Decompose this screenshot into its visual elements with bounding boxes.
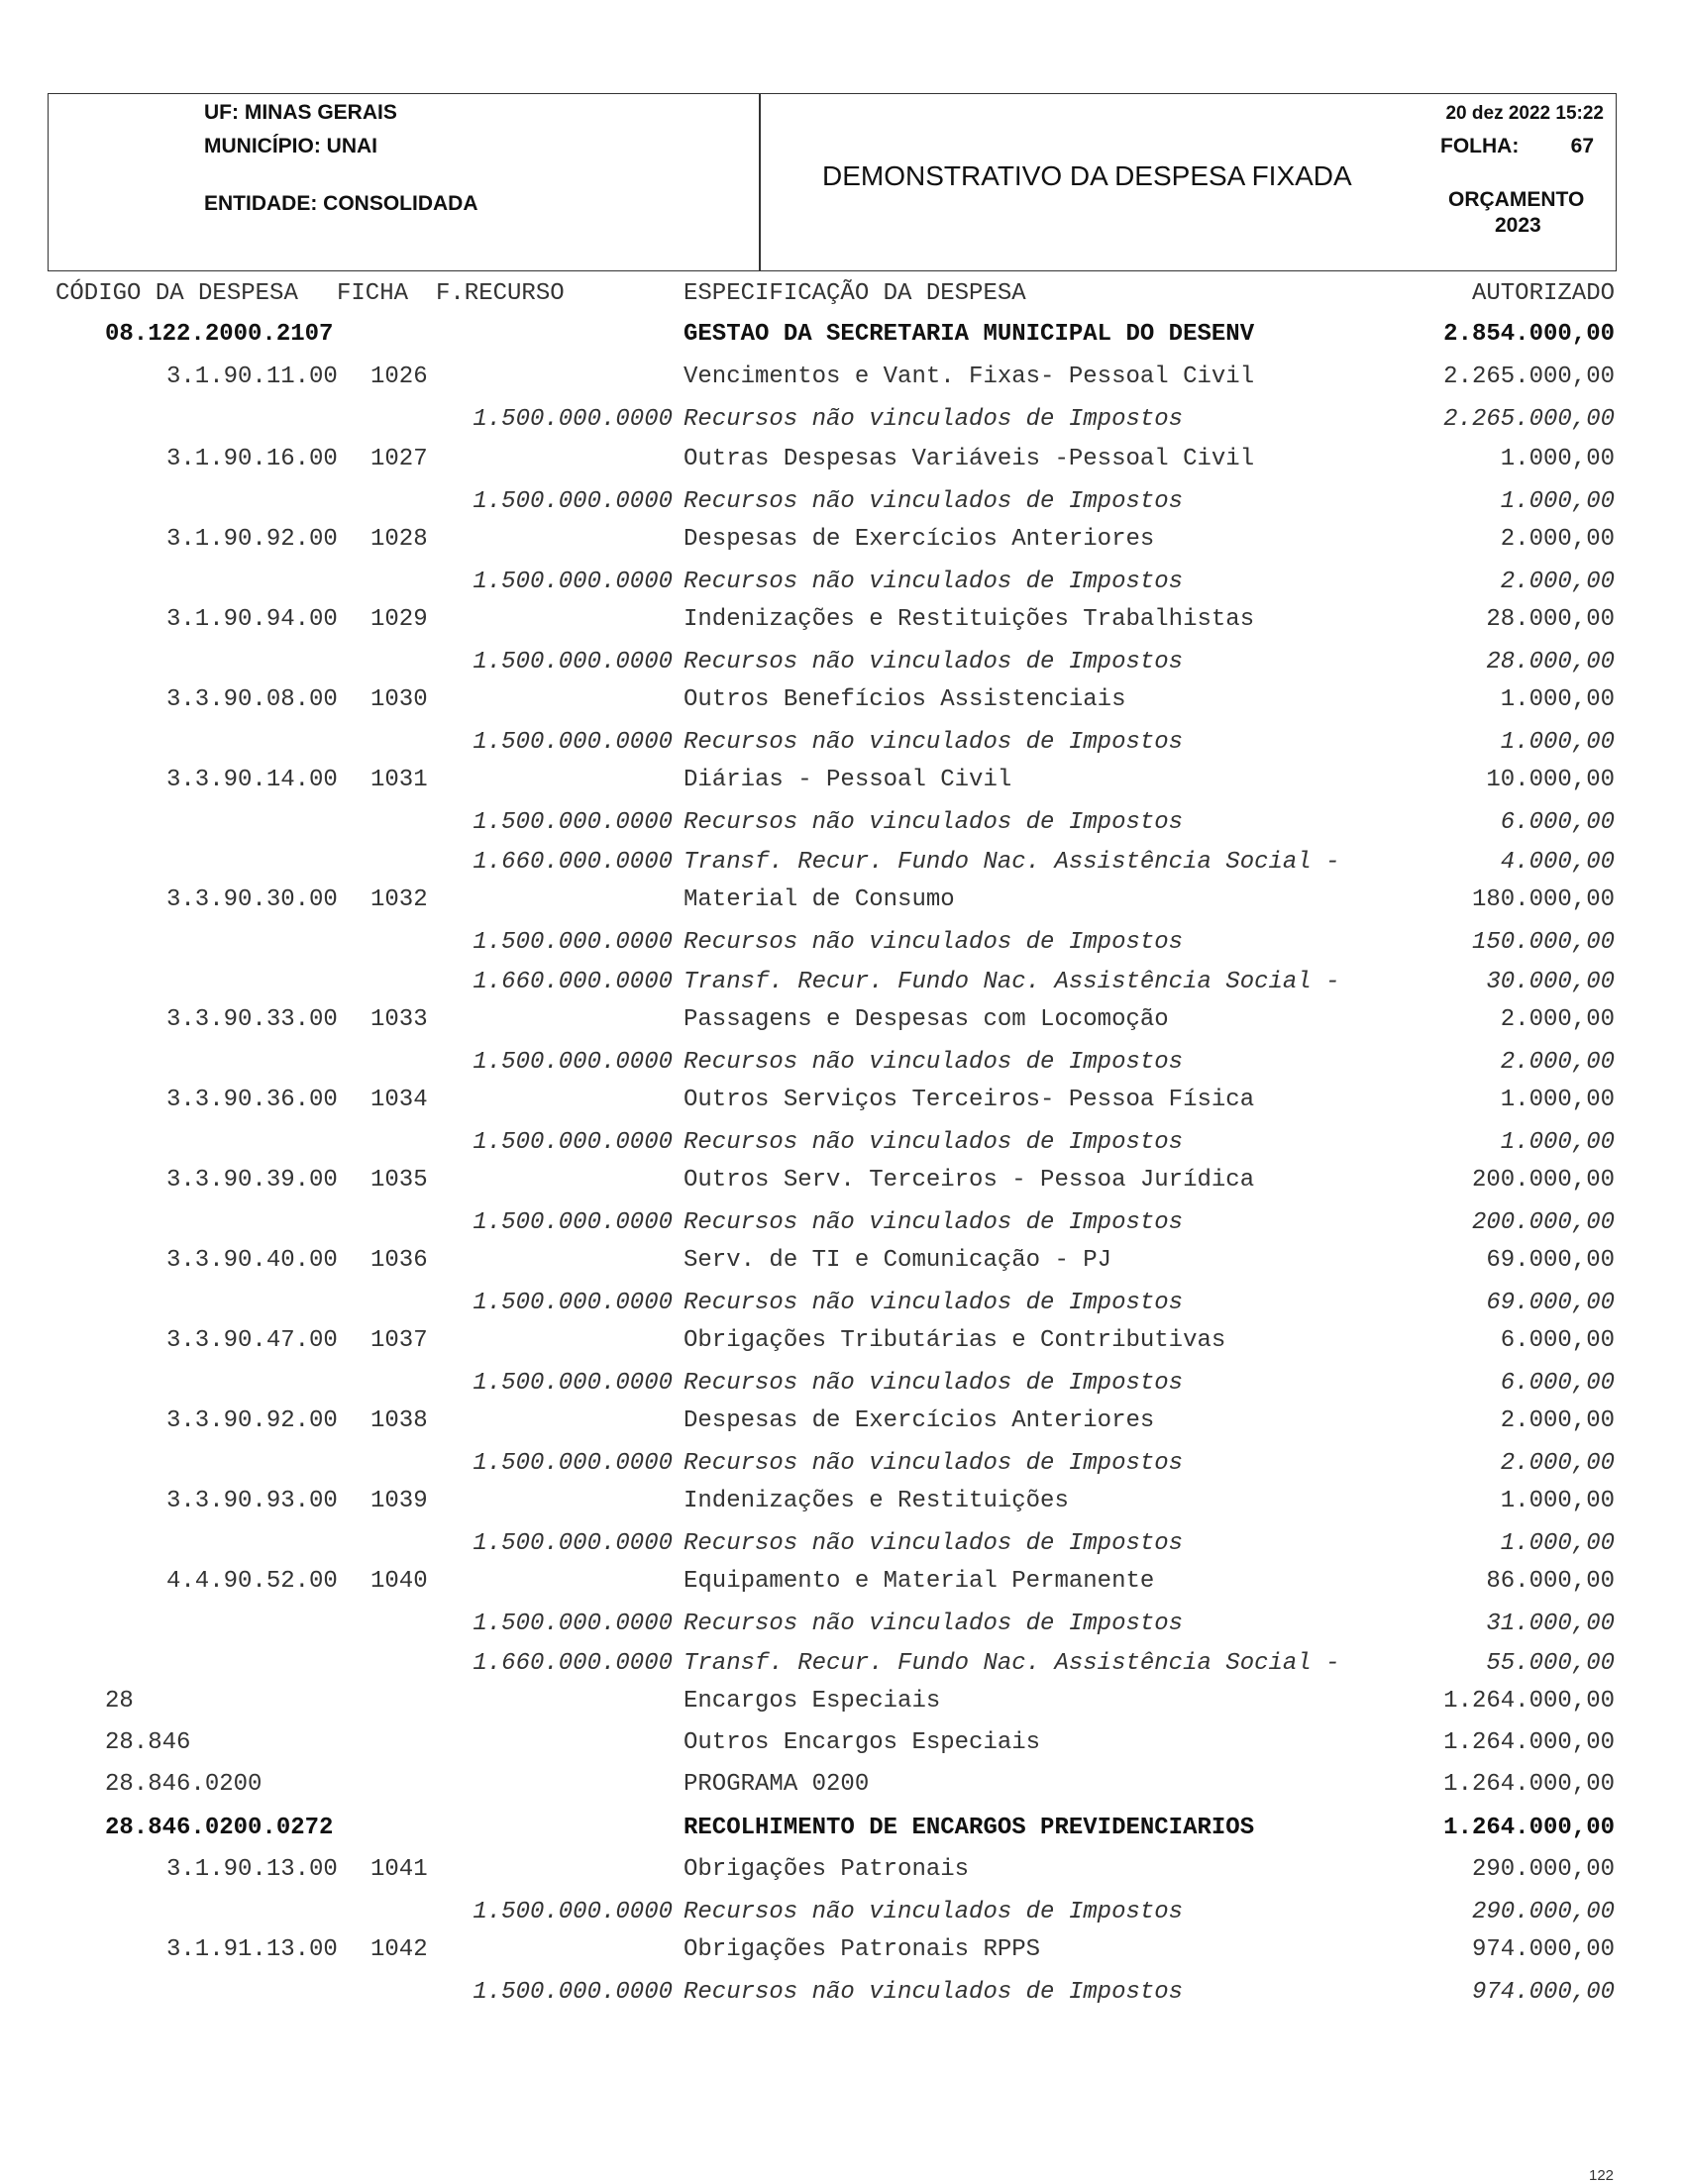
- expense-description: PROGRAMA 0200: [684, 1771, 870, 1798]
- expense-code: 3.3.90.36.00: [166, 1087, 338, 1113]
- ficha-number: 1028: [370, 526, 428, 553]
- authorized-value: 86.000,00: [1486, 1568, 1615, 1595]
- resource-description: Transf. Recur. Fundo Nac. Assistência Social -: [684, 849, 1340, 876]
- table-row: [0, 1688, 1685, 1727]
- resource-code: 1.500.000.0000: [473, 406, 673, 433]
- resource-code: 1.500.000.0000: [473, 1209, 673, 1236]
- page-number: 122: [1589, 2167, 1615, 2184]
- resource-description: Recursos não vinculados de Impostos: [684, 1129, 1184, 1156]
- table-row: [0, 1650, 1685, 1690]
- col-header-codigo: CÓDIGO DA DESPESA: [55, 280, 298, 307]
- resource-code: 1.500.000.0000: [473, 729, 673, 756]
- resource-code: 1.500.000.0000: [473, 1290, 673, 1316]
- resource-value: 31.000,00: [1486, 1611, 1615, 1637]
- table-row: [0, 1407, 1685, 1447]
- resource-description: Recursos não vinculados de Impostos: [684, 488, 1184, 515]
- ficha-number: 1038: [370, 1407, 428, 1434]
- expense-description: Diárias - Pessoal Civil: [684, 767, 1012, 793]
- resource-code: 1.500.000.0000: [473, 1530, 673, 1557]
- expense-description: Passagens e Despesas com Locomoção: [684, 1006, 1169, 1033]
- resource-value: 1.000,00: [1500, 729, 1615, 756]
- orcamento-label: ORÇAMENTO: [1448, 188, 1585, 211]
- resource-code: 1.500.000.0000: [473, 488, 673, 515]
- expense-code: 3.3.90.14.00: [166, 767, 338, 793]
- expense-description: Outros Serv. Terceiros - Pessoa Jurídica: [684, 1167, 1255, 1194]
- authorized-value: 2.854.000,00: [1443, 321, 1615, 348]
- table-row: [0, 969, 1685, 1008]
- resource-description: Recursos não vinculados de Impostos: [684, 569, 1184, 595]
- expense-description: Despesas de Exercícios Anteriores: [684, 1407, 1155, 1434]
- authorized-value: 6.000,00: [1500, 1327, 1615, 1354]
- resource-value: 150.000,00: [1471, 929, 1615, 956]
- ficha-number: 1027: [370, 446, 428, 472]
- expense-code: 28: [105, 1688, 134, 1715]
- authorized-value: 1.264.000,00: [1443, 1815, 1615, 1841]
- expense-description: Outras Despesas Variáveis -Pessoal Civil: [684, 446, 1255, 472]
- expense-description: Serv. de TI e Comunicação - PJ: [684, 1247, 1112, 1274]
- ficha-number: 1031: [370, 767, 428, 793]
- expense-code: 3.1.90.11.00: [166, 364, 338, 390]
- expense-code: 3.3.90.39.00: [166, 1167, 338, 1194]
- expense-code: 08.122.2000.2107: [105, 321, 334, 348]
- expense-code: 28.846.0200.0272: [105, 1815, 334, 1841]
- resource-code: 1.660.000.0000: [473, 969, 673, 995]
- header-divider: [759, 93, 761, 271]
- table-row: [0, 686, 1685, 726]
- expense-description: Vencimentos e Vant. Fixas- Pessoal Civil: [684, 364, 1255, 390]
- expense-code: 3.3.90.92.00: [166, 1407, 338, 1434]
- resource-value: 69.000,00: [1486, 1290, 1615, 1316]
- ficha-number: 1036: [370, 1247, 428, 1274]
- resource-code: 1.500.000.0000: [473, 1979, 673, 2006]
- table-row: [0, 1936, 1685, 1976]
- resource-description: Recursos não vinculados de Impostos: [684, 649, 1184, 676]
- table-row: [0, 488, 1685, 528]
- folha-value: 67: [1570, 135, 1594, 157]
- resource-description: Recursos não vinculados de Impostos: [684, 1530, 1184, 1557]
- ficha-number: 1041: [370, 1856, 428, 1883]
- col-header-autorizado: AUTORIZADO: [1471, 280, 1615, 307]
- expense-description: Obrigações Patronais RPPS: [684, 1936, 1041, 1963]
- ficha-number: 1039: [370, 1488, 428, 1514]
- expense-code: 3.3.90.08.00: [166, 686, 338, 713]
- table-row: [0, 1568, 1685, 1608]
- expense-code: 3.1.91.13.00: [166, 1936, 338, 1963]
- resource-code: 1.500.000.0000: [473, 809, 673, 836]
- resource-code: 1.660.000.0000: [473, 849, 673, 876]
- table-row: [0, 606, 1685, 646]
- resource-description: Transf. Recur. Fundo Nac. Assistência Social -: [684, 969, 1340, 995]
- resource-description: Recursos não vinculados de Impostos: [684, 809, 1184, 836]
- table-row: [0, 1899, 1685, 1938]
- col-header-ficha: FICHA: [337, 280, 409, 307]
- resource-value: 28.000,00: [1486, 649, 1615, 676]
- ficha-number: 1030: [370, 686, 428, 713]
- table-row: [0, 849, 1685, 888]
- expense-description: Outros Serviços Terceiros- Pessoa Física: [684, 1087, 1255, 1113]
- expense-code: 28.846: [105, 1729, 191, 1756]
- resource-code: 1.500.000.0000: [473, 1611, 673, 1637]
- authorized-value: 2.000,00: [1500, 1407, 1615, 1434]
- authorized-value: 28.000,00: [1486, 606, 1615, 633]
- resource-value: 6.000,00: [1500, 809, 1615, 836]
- expense-description: Despesas de Exercícios Anteriores: [684, 526, 1155, 553]
- expense-description: Material de Consumo: [684, 886, 955, 913]
- table-row: [0, 1209, 1685, 1249]
- expense-description: Encargos Especiais: [684, 1688, 941, 1715]
- resource-description: Recursos não vinculados de Impostos: [684, 729, 1184, 756]
- authorized-value: 1.000,00: [1500, 1087, 1615, 1113]
- table-row: [0, 767, 1685, 806]
- ficha-number: 1033: [370, 1006, 428, 1033]
- table-row: [0, 406, 1685, 446]
- authorized-value: 1.000,00: [1500, 686, 1615, 713]
- expense-description: Obrigações Patronais: [684, 1856, 970, 1883]
- table-row: [0, 1488, 1685, 1527]
- folha-label: FOLHA:: [1440, 135, 1520, 157]
- table-row: [0, 1729, 1685, 1769]
- expense-description: Obrigações Tributárias e Contributivas: [684, 1327, 1226, 1354]
- resource-value: 200.000,00: [1471, 1209, 1615, 1236]
- resource-description: Recursos não vinculados de Impostos: [684, 1450, 1184, 1477]
- resource-description: Recursos não vinculados de Impostos: [684, 1290, 1184, 1316]
- expense-code: 3.1.90.94.00: [166, 606, 338, 633]
- expense-code: 3.3.90.47.00: [166, 1327, 338, 1354]
- resource-value: 1.000,00: [1500, 1530, 1615, 1557]
- table-row: [0, 1247, 1685, 1287]
- expense-code: 3.3.90.30.00: [166, 886, 338, 913]
- expense-code: 3.1.90.13.00: [166, 1856, 338, 1883]
- resource-description: Recursos não vinculados de Impostos: [684, 1370, 1184, 1397]
- expense-description: Outros Benefícios Assistenciais: [684, 686, 1126, 713]
- expense-description: Outros Encargos Especiais: [684, 1729, 1041, 1756]
- authorized-value: 2.265.000,00: [1443, 364, 1615, 390]
- table-row: [0, 809, 1685, 849]
- resource-code: 1.500.000.0000: [473, 649, 673, 676]
- resource-code: 1.500.000.0000: [473, 1450, 673, 1477]
- ficha-number: 1034: [370, 1087, 428, 1113]
- table-row: [0, 1167, 1685, 1206]
- expense-code: 3.3.90.40.00: [166, 1247, 338, 1274]
- expense-description: Indenizações e Restituições: [684, 1488, 1069, 1514]
- table-row: [0, 649, 1685, 688]
- col-header-recurso: F.RECURSO: [436, 280, 565, 307]
- resource-description: Recursos não vinculados de Impostos: [684, 1209, 1184, 1236]
- table-row: [0, 1979, 1685, 2019]
- resource-value: 6.000,00: [1500, 1370, 1615, 1397]
- authorized-value: 1.000,00: [1500, 1488, 1615, 1514]
- expense-description: Equipamento e Material Permanente: [684, 1568, 1155, 1595]
- resource-code: 1.500.000.0000: [473, 1899, 673, 1925]
- col-header-especificacao: ESPECIFICAÇÃO DA DESPESA: [684, 280, 1026, 307]
- authorized-value: 1.264.000,00: [1443, 1771, 1615, 1798]
- authorized-value: 2.000,00: [1500, 1006, 1615, 1033]
- expense-code: 3.1.90.92.00: [166, 526, 338, 553]
- resource-code: 1.500.000.0000: [473, 1049, 673, 1076]
- resource-description: Recursos não vinculados de Impostos: [684, 1979, 1184, 2006]
- ficha-number: 1026: [370, 364, 428, 390]
- table-row: [0, 1530, 1685, 1570]
- ficha-number: 1042: [370, 1936, 428, 1963]
- resource-value: 974.000,00: [1471, 1979, 1615, 2006]
- resource-value: 1.000,00: [1500, 1129, 1615, 1156]
- authorized-value: 1.264.000,00: [1443, 1688, 1615, 1715]
- expense-code: 4.4.90.52.00: [166, 1568, 338, 1595]
- expense-description: Indenizações e Restituições Trabalhistas: [684, 606, 1255, 633]
- resource-value: 2.265.000,00: [1443, 406, 1615, 433]
- table-row: [0, 569, 1685, 608]
- table-row: [0, 1771, 1685, 1811]
- table-row: [0, 1856, 1685, 1896]
- municipio-label: MUNICÍPIO: UNAI: [204, 135, 377, 157]
- table-row: [0, 1006, 1685, 1046]
- report-title: DEMONSTRATIVO DA DESPESA FIXADA: [822, 160, 1352, 191]
- authorized-value: 1.264.000,00: [1443, 1729, 1615, 1756]
- resource-code: 1.500.000.0000: [473, 1129, 673, 1156]
- resource-description: Recursos não vinculados de Impostos: [684, 1611, 1184, 1637]
- resource-value: 290.000,00: [1471, 1899, 1615, 1925]
- table-row: [0, 1049, 1685, 1089]
- table-row: [0, 1129, 1685, 1169]
- ficha-number: 1037: [370, 1327, 428, 1354]
- resource-value: 55.000,00: [1486, 1650, 1615, 1677]
- authorized-value: 974.000,00: [1471, 1936, 1615, 1963]
- resource-value: 1.000,00: [1500, 488, 1615, 515]
- expense-description: GESTAO DA SECRETARIA MUNICIPAL DO DESENV: [684, 321, 1255, 348]
- report-datetime: 20 dez 2022 15:22: [1445, 103, 1604, 124]
- expense-code: 28.846.0200: [105, 1771, 263, 1798]
- resource-value: 30.000,00: [1486, 969, 1615, 995]
- authorized-value: 200.000,00: [1471, 1167, 1615, 1194]
- resource-description: Recursos não vinculados de Impostos: [684, 929, 1184, 956]
- table-row: [0, 1815, 1685, 1854]
- resource-value: 2.000,00: [1500, 1450, 1615, 1477]
- ficha-number: 1029: [370, 606, 428, 633]
- authorized-value: 290.000,00: [1471, 1856, 1615, 1883]
- table-row: [0, 929, 1685, 969]
- expense-code: 3.3.90.93.00: [166, 1488, 338, 1514]
- resource-value: 2.000,00: [1500, 1049, 1615, 1076]
- expense-description: RECOLHIMENTO DE ENCARGOS PREVIDENCIARIOS: [684, 1815, 1255, 1841]
- resource-description: Recursos não vinculados de Impostos: [684, 1049, 1184, 1076]
- entidade-label: ENTIDADE: CONSOLIDADA: [204, 192, 478, 215]
- table-row: [0, 1290, 1685, 1329]
- resource-description: Recursos não vinculados de Impostos: [684, 406, 1184, 433]
- uf-label: UF: MINAS GERAIS: [204, 101, 397, 124]
- table-row: [0, 1611, 1685, 1650]
- orcamento-year: 2023: [1495, 214, 1541, 237]
- resource-value: 2.000,00: [1500, 569, 1615, 595]
- table-row: [0, 364, 1685, 403]
- table-row: [0, 1087, 1685, 1126]
- resource-code: 1.500.000.0000: [473, 929, 673, 956]
- ficha-number: 1040: [370, 1568, 428, 1595]
- resource-code: 1.660.000.0000: [473, 1650, 673, 1677]
- authorized-value: 69.000,00: [1486, 1247, 1615, 1274]
- expense-code: 3.1.90.16.00: [166, 446, 338, 472]
- resource-description: Transf. Recur. Fundo Nac. Assistência Social -: [684, 1650, 1340, 1677]
- resource-description: Recursos não vinculados de Impostos: [684, 1899, 1184, 1925]
- table-row: [0, 1370, 1685, 1409]
- table-row: [0, 321, 1685, 361]
- ficha-number: 1035: [370, 1167, 428, 1194]
- authorized-value: 1.000,00: [1500, 446, 1615, 472]
- table-row: [0, 886, 1685, 926]
- table-row: [0, 729, 1685, 769]
- expense-code: 3.3.90.33.00: [166, 1006, 338, 1033]
- authorized-value: 2.000,00: [1500, 526, 1615, 553]
- table-row: [0, 1327, 1685, 1367]
- table-row: [0, 446, 1685, 485]
- authorized-value: 180.000,00: [1471, 886, 1615, 913]
- resource-code: 1.500.000.0000: [473, 1370, 673, 1397]
- table-row: [0, 526, 1685, 566]
- authorized-value: 10.000,00: [1486, 767, 1615, 793]
- resource-code: 1.500.000.0000: [473, 569, 673, 595]
- table-row: [0, 1450, 1685, 1490]
- ficha-number: 1032: [370, 886, 428, 913]
- resource-value: 4.000,00: [1500, 849, 1615, 876]
